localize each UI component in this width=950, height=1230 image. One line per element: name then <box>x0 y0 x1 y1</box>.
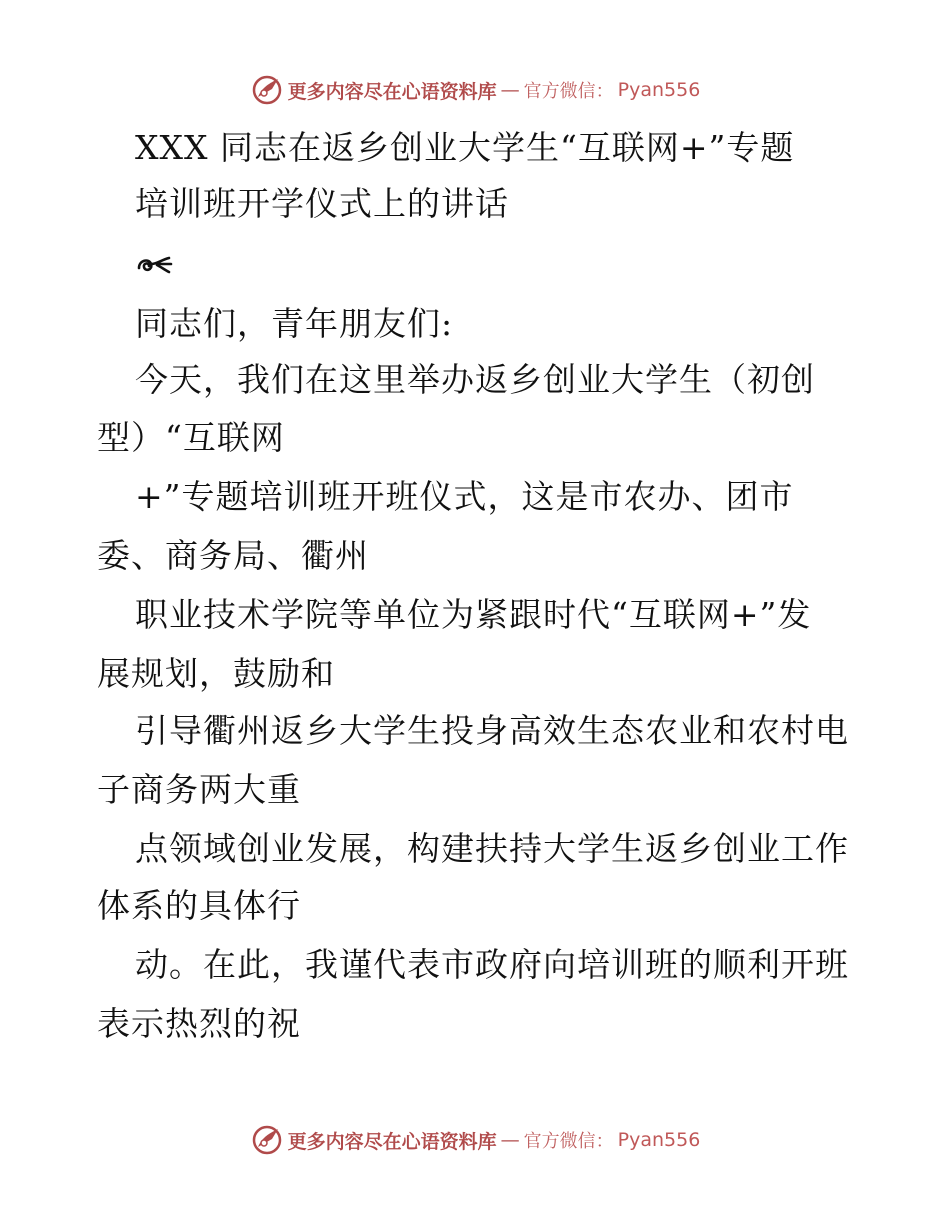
banner-main-text: 更多内容尽在心语资料库 <box>287 80 497 103</box>
body-line-13: 表示热烈的祝 <box>97 1004 301 1043</box>
banner-wechat-id: Pyan556 <box>617 79 701 101</box>
body-line-9: 子商务两大重 <box>97 770 301 809</box>
body-line-12: 动。在此，我谨代表市政府向培训班的顺利开班 <box>135 945 849 984</box>
body-line-7: 展规划，鼓励和 <box>97 654 335 693</box>
document-title-line-1: XXX 同志在返乡创业大学生“互联网+”专题 <box>135 128 795 167</box>
banner-wechat-id: Pyan556 <box>617 1129 701 1151</box>
banner-sub-text: 官方微信： <box>523 81 614 102</box>
body-line-3: 型）“互联网 <box>97 418 285 457</box>
pen-logo-icon <box>250 73 284 107</box>
body-line-8: 引导衢州返乡大学生投身高效生态农业和农村电 <box>135 711 849 750</box>
body-line-11: 体系的具体行 <box>97 886 301 925</box>
banner-sub-text: 官方微信： <box>523 1131 614 1152</box>
document-title-line-2: 培训班开学仪式上的讲话 <box>135 184 509 223</box>
flourish-ornament-icon <box>135 250 175 280</box>
banner-dash: — <box>500 1129 520 1151</box>
body-line-2: 今天，我们在这里举办返乡创业大学生（初创 <box>135 360 815 399</box>
banner-dash: — <box>500 79 520 101</box>
header-banner <box>0 70 950 110</box>
body-line-5: 委、商务局、衢州 <box>97 536 369 575</box>
pen-logo-icon <box>250 1123 284 1157</box>
body-line-6: 职业技术学院等单位为紧跟时代“互联网+”发 <box>135 595 812 634</box>
footer-banner <box>0 1120 950 1160</box>
banner-main-text: 更多内容尽在心语资料库 <box>287 1130 497 1153</box>
body-line-1: 同志们，青年朋友们: <box>135 304 454 343</box>
body-line-4: +”专题培训班开班仪式，这是市农办、团市 <box>135 477 794 516</box>
body-line-10: 点领域创业发展，构建扶持大学生返乡创业工作 <box>135 829 849 868</box>
